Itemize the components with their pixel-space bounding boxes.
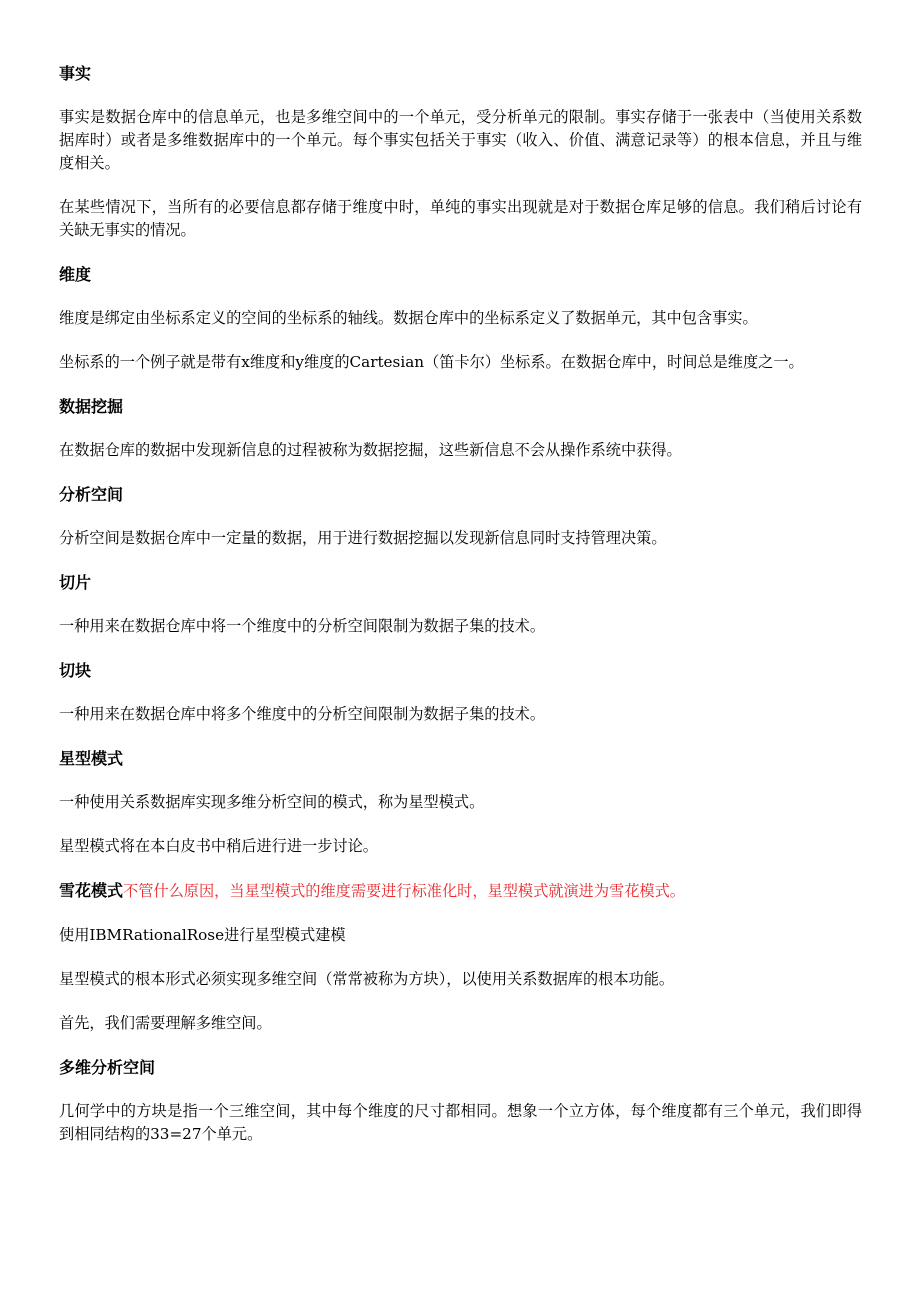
snowflake-schema-definition: 不管什么原因，当星型模式的维度需要进行标准化时，星型模式就演进为雪花模式。 xyxy=(123,882,685,900)
paragraph-fact-definition: 事实是数据仓库中的信息单元，也是多维空间中的一个单元，受分析单元的限制。事实存储于一张表中（当使用关系数据库时）或者是多维数据库中的一个单元。每个事实包括关于事实（收入、价值、满意记录等）的根本信息，并且与维度相关。 xyxy=(59,108,862,172)
document-page xyxy=(59,62,862,1167)
paragraph-dimension-definition: 维度是绑定由坐标系定义的空间的坐标系的轴线。数据仓库中的坐标系定义了数据单元，其中包含事实。 xyxy=(59,309,758,327)
paragraph-star-schema-note: 星型模式将在本白皮书中稍后进行进一步讨论。 xyxy=(59,837,378,855)
paragraph-analysis-space: 分析空间是数据仓库中一定量的数据，用于进行数据挖掘以发现新信息同时支持管理决策。 xyxy=(59,529,667,547)
section-heading-snowflake-schema: 雪花模式 xyxy=(59,881,124,900)
section-heading-slice: 切片 xyxy=(59,573,92,592)
paragraph-rational-rose: 使用IBMRationalRose进行星型模式建模 xyxy=(59,926,346,944)
paragraph-data-mining: 在数据仓库的数据中发现新信息的过程被称为数据挖掘，这些新信息不会从操作系统中获得。 xyxy=(59,441,682,459)
section-heading-data-mining: 数据挖掘 xyxy=(59,397,124,416)
section-heading-fact: 事实 xyxy=(59,64,92,83)
paragraph-star-schema-basic-form: 星型模式的根本形式必须实现多维空间（常常被称为方块），以使用关系数据库的根本功能。 xyxy=(59,970,675,988)
paragraph-star-schema-definition: 一种使用关系数据库实现多维分析空间的模式，称为星型模式。 xyxy=(59,793,485,811)
section-heading-star-schema: 星型模式 xyxy=(59,749,124,768)
paragraph-dimension-example: 坐标系的一个例子就是带有x维度和y维度的Cartesian（笛卡尔）坐标系。在数据仓库中，时间总是维度之一。 xyxy=(59,353,804,371)
paragraph-slice: 一种用来在数据仓库中将一个维度中的分析空间限制为数据子集的技术。 xyxy=(59,617,545,635)
paragraph-dice: 一种用来在数据仓库中将多个维度中的分析空间限制为数据子集的技术。 xyxy=(59,705,545,723)
section-heading-dice: 切块 xyxy=(59,661,92,680)
section-heading-dimension: 维度 xyxy=(59,265,92,284)
paragraph-cube-geometry: 几何学中的方块是指一个三维空间，其中每个维度的尺寸都相同。想象一个立方体，每个维度都有三个单元，我们即得到相同结构的33=27个单元。 xyxy=(59,1102,862,1143)
section-heading-multidimensional-space: 多维分析空间 xyxy=(59,1058,156,1077)
paragraph-first-understand: 首先，我们需要理解多维空间。 xyxy=(59,1014,272,1032)
section-heading-analysis-space: 分析空间 xyxy=(59,485,124,504)
paragraph-fact-note: 在某些情况下，当所有的必要信息都存储于维度中时，单纯的事实出现就是对于数据仓库足够的信息。我们稍后讨论有关缺无事实的情况。 xyxy=(59,198,862,239)
paragraph-snowflake-schema xyxy=(59,879,862,903)
